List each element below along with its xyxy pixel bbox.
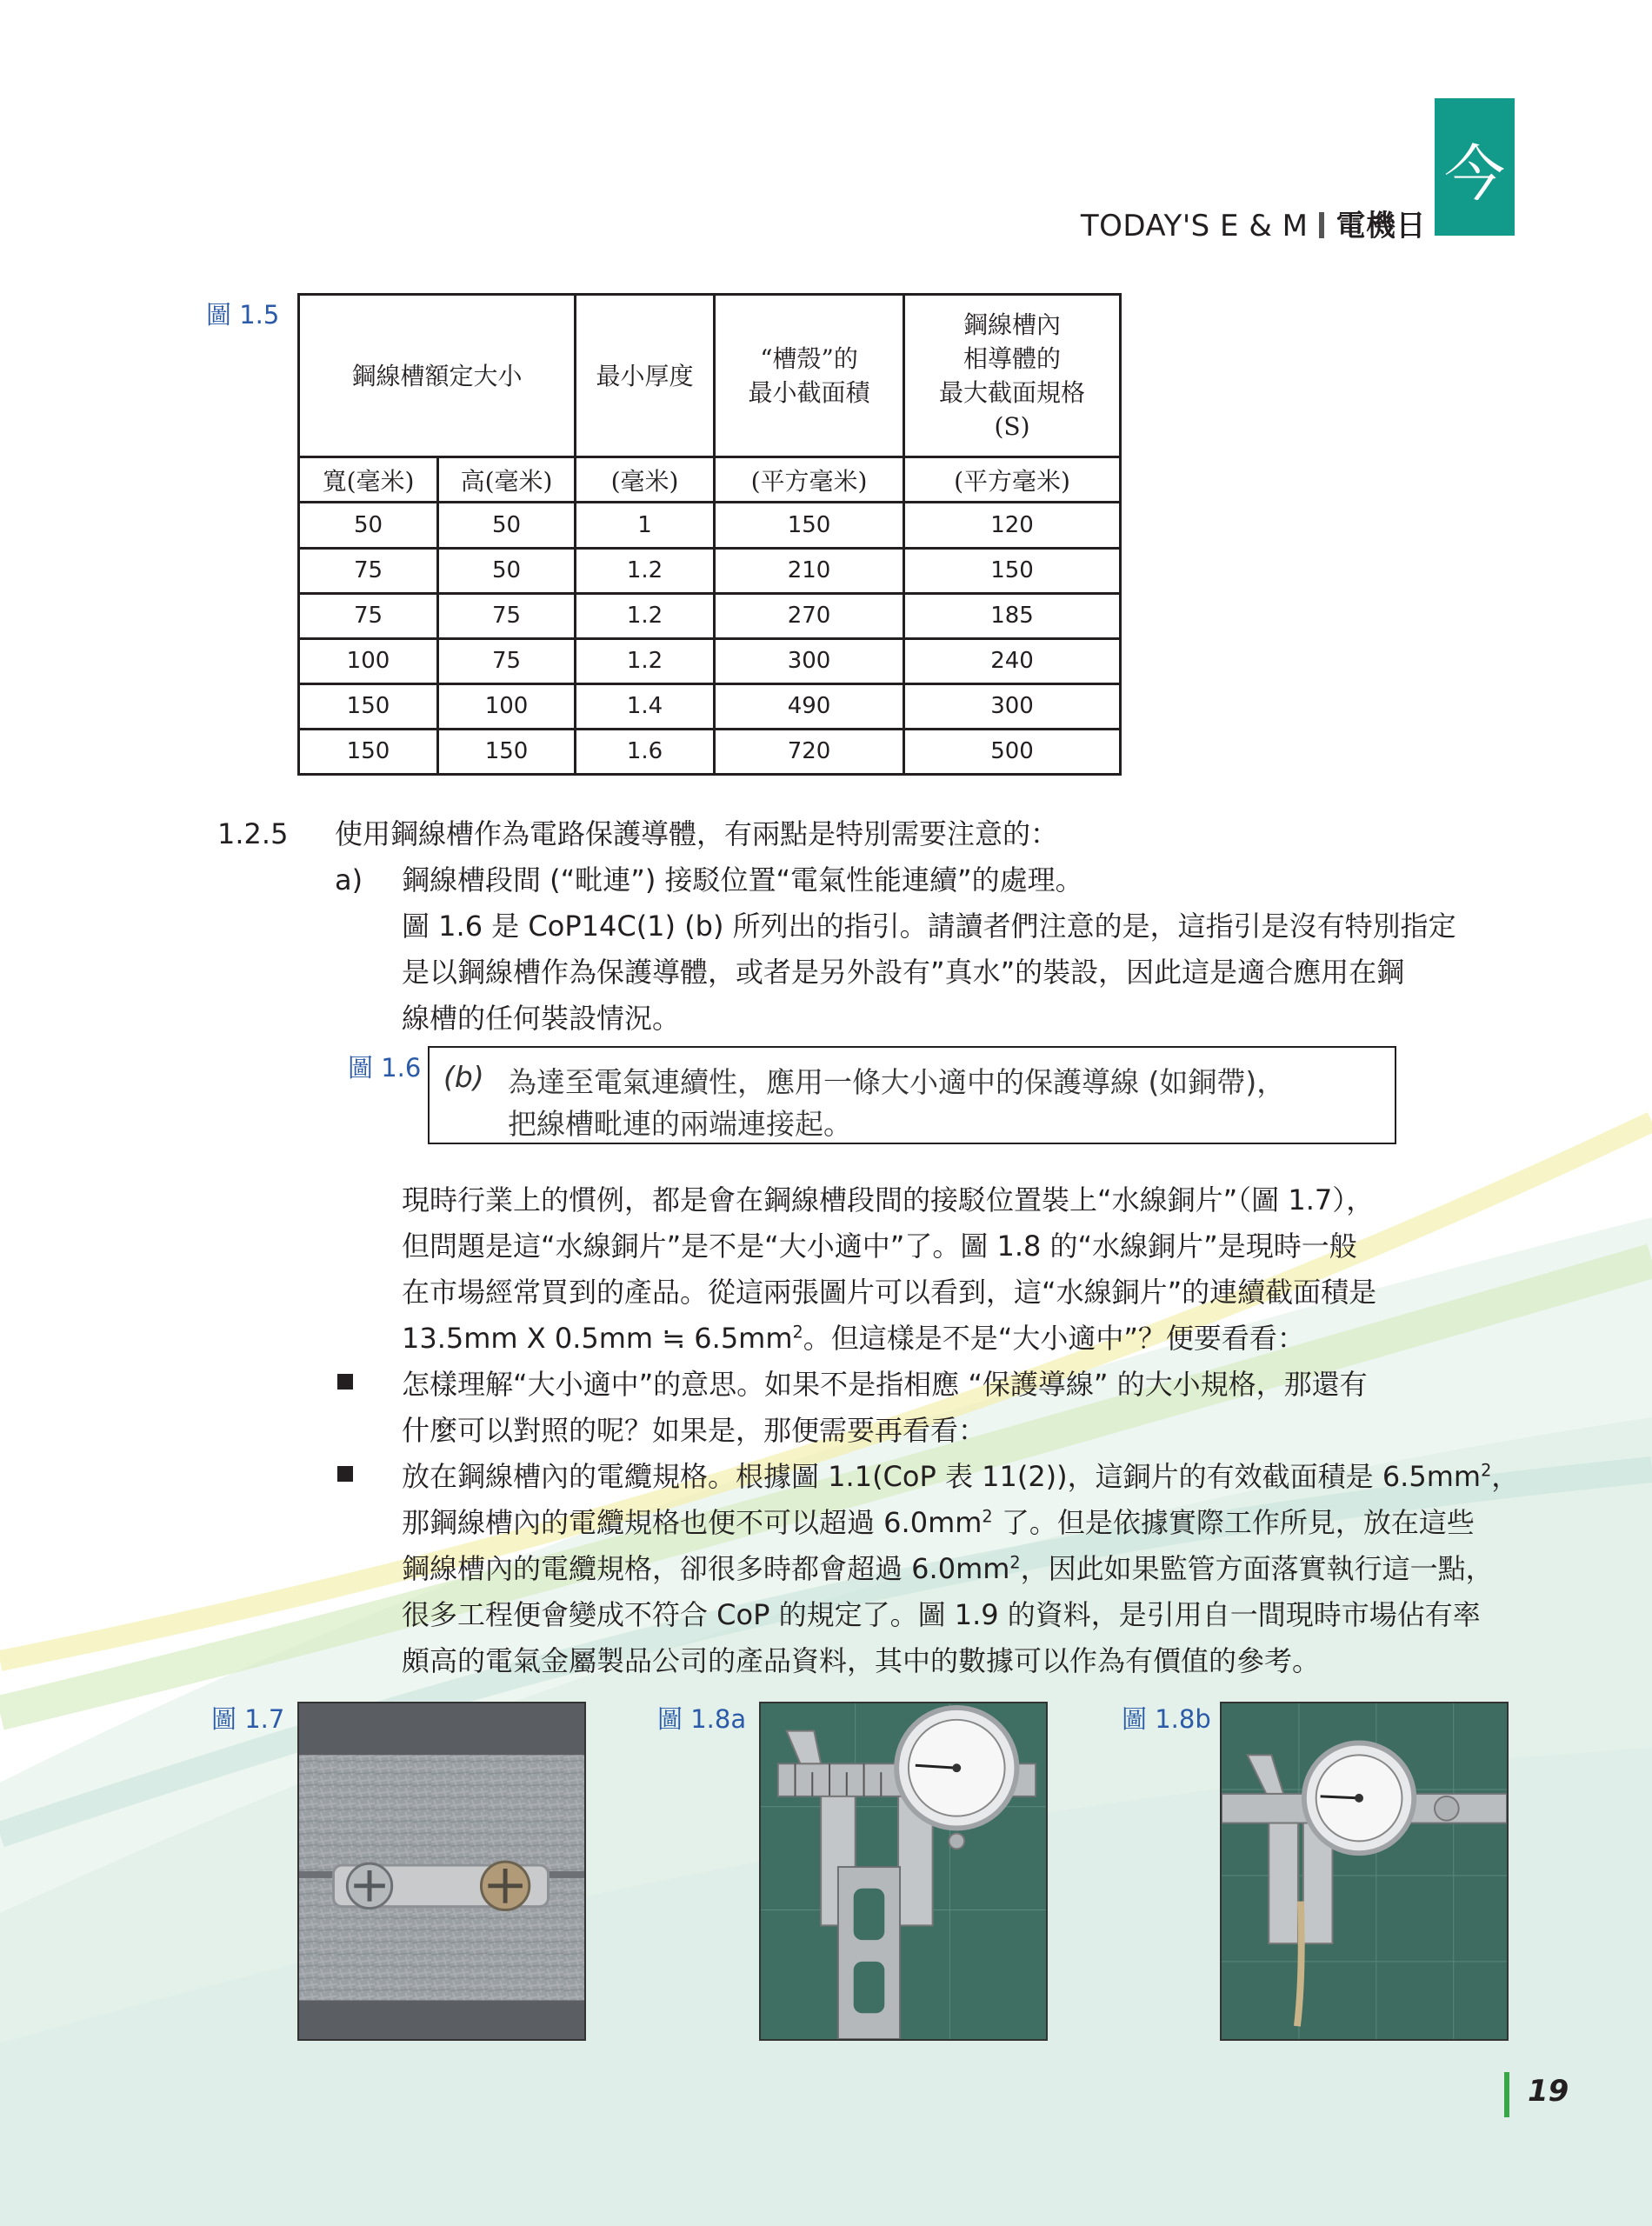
- table-cell: 210: [715, 548, 904, 593]
- para2-line3: 在市場經常買到的產品。從這兩張圖片可以看到，這“水線銅片”的連續截面積是: [402, 1276, 1377, 1309]
- page-number: 19: [1528, 2074, 1569, 2109]
- table-header-row: [299, 295, 1121, 457]
- bullet2-line1: [402, 1454, 1519, 1500]
- table-cell: 270: [715, 593, 904, 638]
- para2-line4: [402, 1316, 1305, 1362]
- table-cell: 50: [438, 548, 576, 593]
- unit-cell: 寬(毫米): [299, 457, 438, 503]
- fig-1-5-label: 圖 1.5: [206, 300, 280, 330]
- bullet2-l1-end: ，: [1491, 1460, 1520, 1493]
- table-cell: 75: [299, 593, 438, 638]
- quote-marker: (b): [443, 1060, 484, 1094]
- table-cell: 1.2: [576, 593, 715, 638]
- para2-line4-a: 13.5mm X 0.5mm ≒ 6.5mm: [402, 1322, 793, 1355]
- running-header: [1081, 202, 1426, 244]
- table-cell: 150: [299, 683, 438, 729]
- bullet2-line3: [402, 1546, 1494, 1592]
- table-row: [299, 593, 1121, 638]
- table-cell: 490: [715, 683, 904, 729]
- bullet2-l3-end: ，因此如果監管方面落實執行這一點，: [1020, 1552, 1494, 1585]
- table-cell: 1.2: [576, 548, 715, 593]
- header-cond-line4: (S): [994, 412, 1030, 442]
- fig-1-6-quote: [428, 1046, 1396, 1144]
- table-row: [299, 503, 1121, 548]
- quote-line1: 為達至電氣連續性，應用一條大小適中的保護導線 (如銅帶)，: [508, 1065, 1286, 1099]
- unit-cell: (平方毫米): [715, 457, 904, 503]
- para1-line1: 圖 1.6 是 CoP14C(1) (b) 所列出的指引。請讀者們注意的是，這指引是沒有特別指定: [402, 910, 1456, 943]
- para1-line2: 是以鋼線槽作為保護導體，或者是另外設有”真水”的裝設，因此這是適合應用在鋼: [402, 956, 1405, 989]
- table-row: [299, 683, 1121, 729]
- table-row: [299, 548, 1121, 593]
- superscript: 2: [1481, 1460, 1492, 1481]
- table-cell: 1.6: [576, 729, 715, 774]
- trunking-photo-illustration: [299, 1703, 584, 2039]
- para2-line1: 現時行業上的慣例，都是會在鋼線槽段間的接駁位置裝上“水線銅片”（圖 1.7），: [402, 1183, 1375, 1216]
- table-cell: 75: [438, 593, 576, 638]
- bullet2-line4: 很多工程便會變成不符合 CoP 的規定了。圖 1.9 的資料，是引用自一間現時市場佔有率: [402, 1598, 1481, 1631]
- table-cell: 100: [438, 683, 576, 729]
- table-cell: 500: [904, 729, 1121, 774]
- table-cell: 75: [299, 548, 438, 593]
- table-cell: 50: [299, 503, 438, 548]
- superscript: 2: [1009, 1552, 1021, 1573]
- header-shell-area: [715, 295, 904, 457]
- bullet-square-icon: [337, 1466, 353, 1482]
- para1-line3: 線槽的任何裝設情況。: [402, 1002, 681, 1035]
- header-conductor-size: [904, 295, 1121, 457]
- table-cell: 150: [438, 729, 576, 774]
- quote-line2: 把線槽毗連的兩端連接起。: [508, 1107, 852, 1141]
- fig-1-8b-label: 圖 1.8b: [1122, 1704, 1211, 1734]
- fig-1-7-photo: [297, 1702, 586, 2041]
- section-number: 1.2.5: [217, 817, 289, 850]
- fig-1-7-label: 圖 1.7: [211, 1704, 285, 1734]
- bullet2-l2-text: 那鋼線槽內的電纜規格也便不可以超過 6.0mm: [402, 1506, 983, 1539]
- bullet2-line2: [402, 1500, 1475, 1546]
- header-shell-line1: “槽殼”的: [760, 343, 858, 373]
- item-a-title: 鋼線槽段間 (“毗連”) 接駁位置“電氣性能連續”的處理。: [402, 863, 1083, 896]
- para2-line4-b: 。但這樣是不是“大小適中”？便要看看：: [803, 1322, 1305, 1355]
- fig-1-8a-label: 圖 1.8a: [657, 1704, 747, 1734]
- bullet1-line1: 怎樣理解“大小適中”的意思。如果不是指相應 “保護導線” 的大小規格，那還有: [402, 1368, 1368, 1401]
- header-cond-line1: 鋼線槽內: [963, 310, 1062, 339]
- para2-line2: 但問題是這“水線銅片”是不是“大小適中”了。圖 1.8 的“水線銅片”是現時一般: [402, 1230, 1357, 1263]
- table-cell: 50: [438, 503, 576, 548]
- table-units-row: [299, 457, 1121, 503]
- table-cell: 1.4: [576, 683, 715, 729]
- caliper-width-illustration: [761, 1703, 1046, 2039]
- header-title-cn: 電機日: [1336, 209, 1426, 243]
- table-cell: 150: [904, 548, 1121, 593]
- header-cond-line2: 相導體的: [963, 343, 1062, 373]
- table-cell: 1: [576, 503, 715, 548]
- table-cell: 75: [438, 638, 576, 683]
- header-shell-line2: 最小截面積: [748, 378, 870, 408]
- header-thickness: 最小厚度: [576, 295, 715, 457]
- table-cell: 1.2: [576, 638, 715, 683]
- header-separator: [1319, 212, 1324, 238]
- bullet2-l1-text: 放在鋼線槽內的電纜規格。根據圖 1.1(CoP 表 11(2))，這銅片的有效截面積是 6.5mm: [402, 1460, 1482, 1493]
- header-size: 鋼線槽額定大小: [299, 295, 576, 457]
- table-cell: 720: [715, 729, 904, 774]
- fig-1-8a-photo: [759, 1702, 1048, 2041]
- bullet-square-icon: [337, 1374, 353, 1390]
- table-row: [299, 729, 1121, 774]
- page-number-bar: [1504, 2072, 1509, 2117]
- bullet2-line5: 頗高的電氣金屬製品公司的產品資料，其中的數據可以作為有價值的參考。: [402, 1644, 1321, 1677]
- logo-glyph: 今: [1444, 138, 1505, 210]
- header-cond-line3: 最大截面規格: [939, 378, 1086, 408]
- table-cell: 150: [299, 729, 438, 774]
- bullet1-line2: 什麼可以對照的呢？如果是，那便需要再看看：: [402, 1414, 987, 1447]
- bullet2-l2-end: 了。但是依據實際工作所見，放在這些: [992, 1506, 1475, 1539]
- caliper-thickness-illustration: [1222, 1703, 1507, 2039]
- unit-cell: (平方毫米): [904, 457, 1121, 503]
- table-row: [299, 638, 1121, 683]
- table-cell: 300: [715, 638, 904, 683]
- fig-1-5-table: [297, 293, 1122, 776]
- table-cell: 300: [904, 683, 1121, 729]
- magazine-logo: [1435, 98, 1515, 236]
- fig-1-8b-photo: [1220, 1702, 1509, 2041]
- superscript: 2: [982, 1506, 993, 1527]
- superscript: 2: [792, 1322, 803, 1343]
- section-intro: 使用鋼線槽作為電路保護導體，有兩點是特別需要注意的：: [335, 817, 1059, 850]
- unit-cell: (毫米): [576, 457, 715, 503]
- header-title-en: TODAY'S E & M: [1080, 209, 1309, 243]
- unit-cell: 高(毫米): [438, 457, 576, 503]
- table-cell: 150: [715, 503, 904, 548]
- table-cell: 120: [904, 503, 1121, 548]
- table-cell: 240: [904, 638, 1121, 683]
- item-a-marker: a): [335, 863, 363, 896]
- table-cell: 100: [299, 638, 438, 683]
- bullet2-l3-text: 鋼線槽內的電纜規格，卻很多時都會超過 6.0mm: [402, 1552, 1010, 1585]
- table-cell: 185: [904, 593, 1121, 638]
- fig-1-6-label: 圖 1.6: [348, 1053, 422, 1083]
